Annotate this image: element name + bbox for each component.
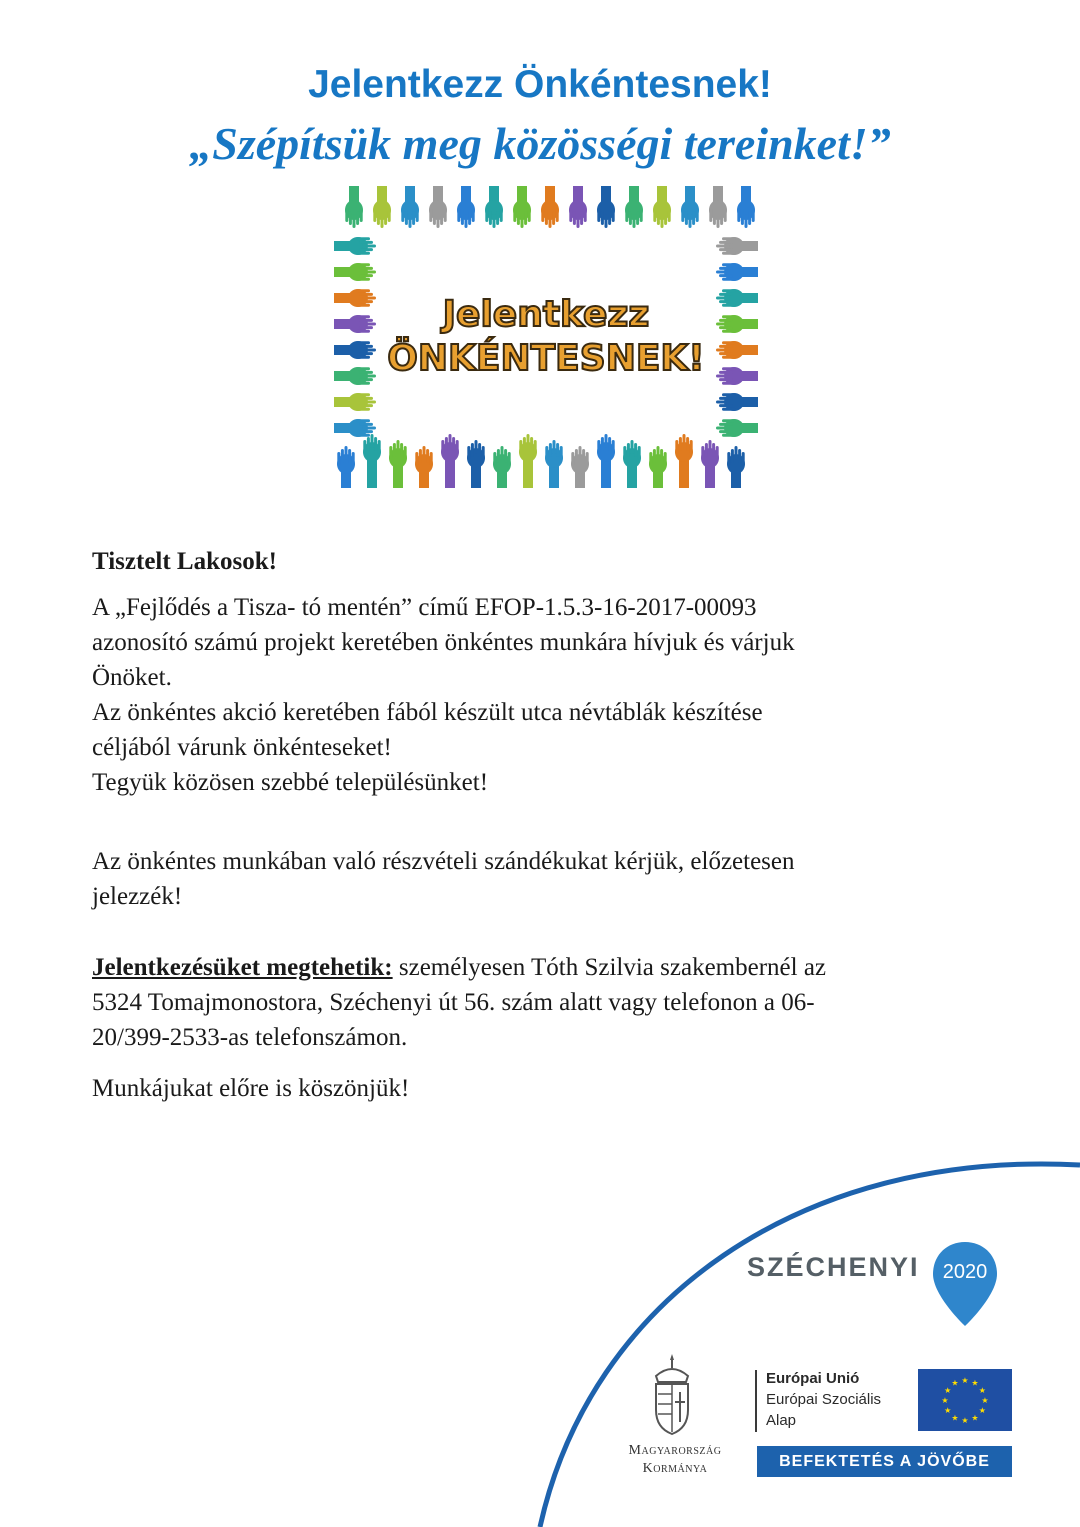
hand-shape [415, 446, 433, 488]
hand-shape [716, 237, 758, 255]
eu-star-icon: ★ [944, 1406, 952, 1415]
eu-line2: Európai Szociális [766, 1391, 882, 1408]
page-subtitle: „Szépítsük meg közösségi tereinket!” [189, 118, 891, 169]
hand-shape [716, 341, 758, 359]
contact-label: Jelentkezésüket megtehetik: [92, 954, 393, 981]
request-line: jelezzék! [92, 883, 183, 910]
eu-line3: Alap [766, 1412, 797, 1429]
eu-fund-text [766, 1368, 881, 1431]
hand-shape [653, 186, 671, 228]
hands-frame [334, 186, 758, 488]
intro-line: céljából várunk önkénteseket! [92, 734, 392, 761]
eu-divider [755, 1370, 757, 1432]
szechenyi-year: 2020 [942, 1261, 988, 1283]
eu-star-icon: ★ [978, 1386, 986, 1395]
hand-shape [345, 186, 363, 228]
contact-line: 20/399-2533-as telefonszámon. [92, 1024, 408, 1051]
intro-line: Önöket. [92, 664, 172, 691]
banner-line2: ÖNKÉNTESNEK! [387, 338, 705, 379]
government-logo-text [605, 1442, 745, 1478]
contact-line: 5324 Tomajmonostora, Széchenyi út 56. szám alatt vagy telefonon a 06- [92, 989, 815, 1016]
contact-line1-text: személyesen Tóth Szilvia szakembernél az [392, 954, 827, 981]
hand-shape [571, 446, 589, 488]
hand-shape [401, 186, 419, 228]
hand-shape [623, 440, 641, 488]
paragraph-request [92, 844, 1000, 914]
volunteer-banner-image [334, 186, 758, 488]
hand-shape [334, 367, 376, 385]
eu-star-icon: ★ [944, 1386, 952, 1395]
hand-shape [519, 434, 537, 488]
hand-shape [675, 434, 693, 488]
hand-shape [467, 440, 485, 488]
hand-shape [716, 393, 758, 411]
hand-shape [334, 393, 376, 411]
gov-line2: Kormánya [642, 1461, 708, 1476]
intro-line: Az önkéntes akció keretében fából készült utca névtáblák készítése [92, 699, 763, 726]
gov-line1: Magyarország [628, 1443, 722, 1458]
hand-shape [716, 263, 758, 281]
map-pin-icon [930, 1240, 1000, 1328]
hand-shape [513, 186, 531, 228]
hand-shape [334, 315, 376, 333]
eu-star-icon: ★ [941, 1396, 949, 1405]
hand-shape [363, 434, 381, 488]
eu-star-icon: ★ [961, 1416, 969, 1425]
eu-star-icon: ★ [971, 1413, 979, 1423]
hand-shape [716, 289, 758, 307]
intro-line: Tegyük közösen szebbé településünket! [92, 769, 489, 796]
hand-shape [597, 434, 615, 488]
hand-shape [334, 289, 376, 307]
eu-flag-icon [918, 1369, 1012, 1431]
hand-shape [389, 440, 407, 488]
hand-shape [373, 186, 391, 228]
investment-slogan-badge: BEFEKTETÉS A JÖVŐBE [757, 1446, 1012, 1477]
hand-shape [493, 446, 511, 488]
request-line: Az önkéntes munkában való részvételi szándékukat kérjük, előzetesen [92, 848, 795, 875]
hand-shape [429, 186, 447, 228]
hand-shape [334, 419, 376, 437]
intro-line: azonosító számú projekt keretében önkéntes munkára hívjuk és várjuk [92, 629, 795, 656]
hand-shape [681, 186, 699, 228]
hand-shape [337, 446, 355, 488]
greeting: Tisztelt Lakosok! [92, 548, 277, 575]
szechenyi-logo-text: SZÉCHENYI [747, 1252, 920, 1282]
paragraph-contact [92, 950, 1000, 1055]
hand-shape [485, 186, 503, 228]
eu-star-icon: ★ [951, 1413, 959, 1423]
intro-line: A „Fejlődés a Tisza- tó mentén” című EFOP-1.5.3-16-2017-00093 [92, 594, 757, 621]
hand-shape [334, 237, 376, 255]
eu-star-icon: ★ [961, 1376, 969, 1385]
hand-shape [625, 186, 643, 228]
page-title: Jelentkezz Önkéntesnek! [308, 63, 772, 106]
raised-hands-illustration [334, 186, 758, 488]
hand-shape [716, 419, 758, 437]
closing-text: Munkájukat előre is köszönjük! [92, 1075, 410, 1102]
hand-shape [716, 367, 758, 385]
hand-shape [649, 446, 667, 488]
banner-line1: Jelentkezz [442, 294, 650, 335]
hand-shape [569, 186, 587, 228]
eu-star-icon: ★ [981, 1396, 989, 1405]
hand-shape [545, 440, 563, 488]
hand-shape [334, 341, 376, 359]
eu-star-icon: ★ [978, 1406, 986, 1415]
eu-star-icon: ★ [971, 1378, 979, 1388]
hand-shape [441, 434, 459, 488]
hand-shape [457, 186, 475, 228]
hand-shape [709, 186, 727, 228]
eu-line1: Európai Unió [766, 1370, 860, 1387]
hand-shape [334, 263, 376, 281]
hand-shape [737, 186, 755, 228]
hand-shape [701, 440, 719, 488]
hand-shape [716, 315, 758, 333]
paragraph-intro [92, 590, 1000, 800]
eu-star-icon: ★ [951, 1378, 959, 1388]
hand-shape [727, 446, 745, 488]
hand-shape [541, 186, 559, 228]
contact-line [92, 950, 1000, 985]
hungarian-coat-of-arms-icon [650, 1352, 694, 1436]
hand-shape [597, 186, 615, 228]
